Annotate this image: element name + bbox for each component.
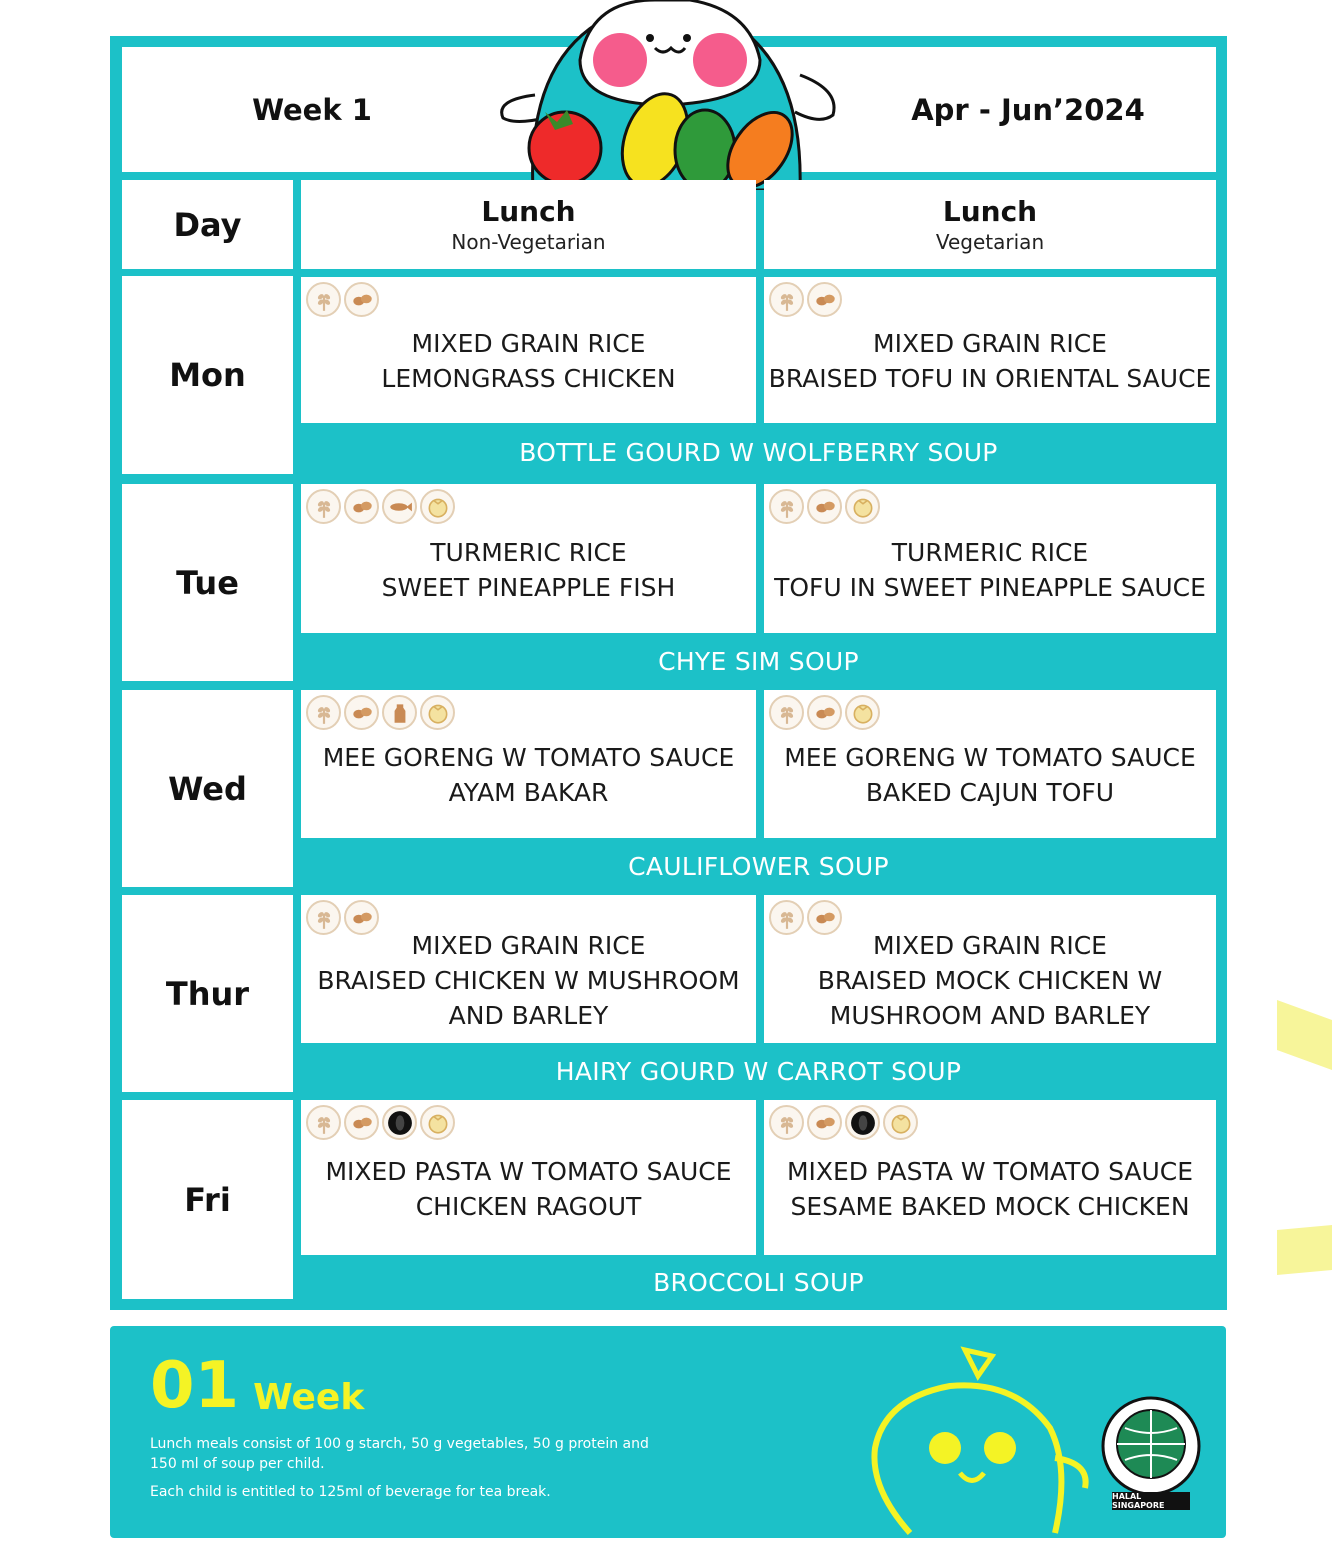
meal-line: CHICKEN RAGOUT bbox=[415, 1191, 642, 1221]
tomato-icon bbox=[845, 489, 880, 524]
meal-line: BRAISED CHICKEN W MUSHROOM bbox=[317, 965, 740, 995]
veg-meal-cell bbox=[764, 895, 1216, 1043]
portion-note: Lunch meals consist of 100 g starch, 50 g vegetables, 50 g protein and 150 ml of soup per child. bbox=[150, 1436, 649, 1472]
wheat-icon bbox=[306, 489, 341, 524]
week-label-cell bbox=[122, 47, 502, 172]
non_veg-meal-cell bbox=[301, 277, 756, 423]
week-label: Week 1 bbox=[252, 92, 372, 127]
meal-line: MEE GORENG W TOMATO SAUCE bbox=[784, 743, 1196, 772]
veg-meal-text bbox=[774, 535, 1206, 605]
allergen-icons bbox=[306, 489, 455, 524]
tomato-icon bbox=[420, 489, 455, 524]
non_veg-meal-text bbox=[323, 740, 735, 810]
veg-meal-text bbox=[787, 1154, 1193, 1224]
meal-line: MIXED GRAIN RICE bbox=[873, 930, 1107, 960]
soy-icon bbox=[344, 900, 379, 935]
allergen-icons bbox=[306, 695, 455, 730]
meal-line: TURMERIC RICE bbox=[430, 537, 627, 567]
meal-line: AND BARLEY bbox=[448, 1000, 609, 1030]
week-word: Week bbox=[253, 1377, 365, 1418]
meal-line: BRAISED MOCK CHICKEN W bbox=[817, 965, 1163, 995]
wheat-icon bbox=[306, 1105, 341, 1140]
day-label: Fri bbox=[184, 1180, 231, 1219]
wheat-icon bbox=[306, 900, 341, 935]
veg-meal-text bbox=[784, 740, 1196, 810]
soy-icon bbox=[807, 1105, 842, 1140]
footer-panel bbox=[110, 1326, 1226, 1538]
period-label: Apr - Jun’2024 bbox=[911, 92, 1145, 127]
soy-icon bbox=[344, 1105, 379, 1140]
tomato-icon bbox=[883, 1105, 918, 1140]
veg-column-header bbox=[764, 180, 1216, 269]
fish-icon bbox=[382, 489, 417, 524]
non_veg-meal-text bbox=[381, 326, 675, 396]
soy-icon bbox=[807, 489, 842, 524]
meal-line: MIXED GRAIN RICE bbox=[411, 930, 646, 960]
non-veg-column-header bbox=[301, 180, 756, 269]
allergen-icons bbox=[306, 1105, 455, 1140]
wheat-icon bbox=[306, 282, 341, 317]
non-veg-lunch-title: Lunch bbox=[481, 194, 576, 228]
soy-icon bbox=[344, 695, 379, 730]
day-cell bbox=[122, 895, 293, 1092]
wheat-icon bbox=[769, 1105, 804, 1140]
day-label: Thur bbox=[165, 974, 250, 1013]
meal-line: MIXED PASTA W TOMATO SAUCE bbox=[786, 1156, 1194, 1186]
allergen-icons bbox=[769, 1105, 918, 1140]
meal-line: MUSHROOM AND BARLEY bbox=[829, 1000, 1151, 1030]
day-column-header bbox=[122, 180, 293, 269]
day-cell bbox=[122, 276, 293, 474]
wheat-icon bbox=[769, 489, 804, 524]
allergen-icons bbox=[306, 900, 379, 935]
veg-meal-cell bbox=[764, 1100, 1216, 1255]
veg-lunch-title: Lunch bbox=[942, 194, 1038, 228]
soy-icon bbox=[807, 282, 842, 317]
halal-logo bbox=[1100, 1392, 1202, 1514]
veg-meal-cell bbox=[764, 690, 1216, 838]
tomato-icon bbox=[845, 695, 880, 730]
allergen-icons bbox=[769, 282, 842, 317]
mascot-illustration bbox=[495, 0, 840, 190]
meal-line: LEMONGRASS CHICKEN bbox=[381, 364, 676, 393]
veg-meal-text bbox=[769, 326, 1212, 396]
soy-icon bbox=[344, 282, 379, 317]
wheat-icon bbox=[769, 695, 804, 730]
tomato-icon bbox=[420, 1105, 455, 1140]
non_veg-meal-cell bbox=[301, 1100, 756, 1255]
veg-subtitle: Vegetarian bbox=[935, 229, 1045, 254]
day-label: Wed bbox=[168, 769, 247, 808]
week-number-heading bbox=[150, 1349, 365, 1423]
meal-line: BRAISED TOFU IN ORIENTAL SAUCE bbox=[768, 364, 1212, 393]
day-label: Tue bbox=[176, 563, 239, 602]
soup-label: CHYE SIM SOUP bbox=[658, 646, 859, 676]
soup-label: BOTTLE GOURD W WOLFBERRY SOUP bbox=[519, 438, 998, 467]
day-column-label: Day bbox=[173, 205, 242, 244]
soup-label: BROCCOLI SOUP bbox=[653, 1268, 864, 1297]
meal-line: TOFU IN SWEET PINEAPPLE SAUCE bbox=[774, 572, 1206, 602]
soy-icon bbox=[344, 489, 379, 524]
beverage-note: Each child is entitled to 125ml of beverage for tea break. bbox=[150, 1484, 551, 1500]
non_veg-meal-text bbox=[382, 535, 676, 605]
decorative-stripes bbox=[1272, 1000, 1332, 1290]
week-number: 01 bbox=[150, 1349, 240, 1423]
meal-line: TURMERIC RICE bbox=[891, 537, 1089, 567]
non-veg-subtitle: Non-Vegetarian bbox=[451, 229, 606, 254]
day-cell bbox=[122, 484, 293, 681]
soy-icon bbox=[807, 900, 842, 935]
footer-mascot-illustration bbox=[850, 1338, 1090, 1538]
non_veg-meal-cell bbox=[301, 690, 756, 838]
period-label-cell bbox=[840, 47, 1216, 172]
non_veg-meal-cell bbox=[301, 895, 756, 1043]
non_veg-meal-text bbox=[317, 928, 739, 1033]
day-cell bbox=[122, 1100, 293, 1299]
soup-label: HAIRY GOURD W CARROT SOUP bbox=[555, 1056, 962, 1086]
meal-line: AYAM BAKAR bbox=[448, 778, 609, 807]
non_veg-meal-cell bbox=[301, 484, 756, 633]
wheat-icon bbox=[769, 900, 804, 935]
soy-icon bbox=[807, 695, 842, 730]
meal-line: MIXED GRAIN RICE bbox=[873, 329, 1107, 358]
meal-line: MEE GORENG W TOMATO SAUCE bbox=[322, 743, 735, 772]
veg-meal-cell bbox=[764, 484, 1216, 633]
wheat-icon bbox=[769, 282, 804, 317]
tomato-icon bbox=[420, 695, 455, 730]
allergen-icons bbox=[769, 695, 880, 730]
sesame-icon bbox=[845, 1105, 880, 1140]
wheat-icon bbox=[306, 695, 341, 730]
milk-icon bbox=[382, 695, 417, 730]
allergen-icons bbox=[769, 489, 880, 524]
veg-meal-cell bbox=[764, 277, 1216, 423]
meal-line: MIXED PASTA W TOMATO SAUCE bbox=[325, 1156, 732, 1186]
allergen-icons bbox=[769, 900, 842, 935]
day-cell bbox=[122, 690, 293, 887]
halal-seal-text: HALAL SINGAPORE bbox=[1112, 1492, 1165, 1510]
sesame-icon bbox=[382, 1105, 417, 1140]
meal-line: MIXED GRAIN RICE bbox=[411, 329, 646, 358]
day-label: Mon bbox=[169, 356, 246, 394]
meal-line: BAKED CAJUN TOFU bbox=[865, 778, 1115, 807]
soup-label: CAULIFLOWER SOUP bbox=[628, 851, 889, 881]
meal-line: SWEET PINEAPPLE FISH bbox=[381, 572, 676, 602]
meal-line: SESAME BAKED MOCK CHICKEN bbox=[790, 1191, 1190, 1221]
non_veg-meal-text bbox=[325, 1154, 731, 1224]
veg-meal-text bbox=[818, 928, 1163, 1033]
allergen-icons bbox=[306, 282, 379, 317]
